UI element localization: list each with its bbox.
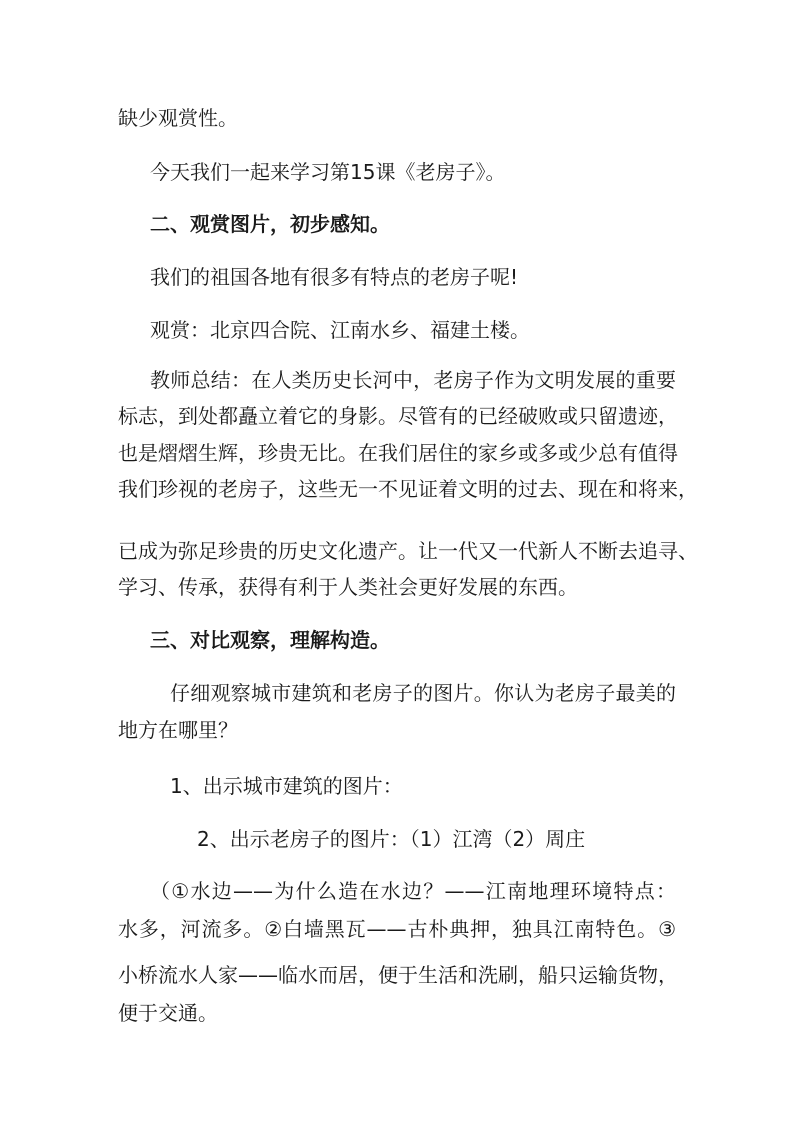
paragraph-line: 缺少观赏性。: [118, 106, 238, 130]
paragraph-line: 我们的祖国各地有很多有特点的老房子呢!: [150, 265, 519, 289]
paragraph-line: 便于交通。: [118, 1001, 218, 1025]
paragraph-line: 学习、传承，获得有利于人类社会更好发展的东西。: [118, 575, 578, 599]
paragraph-line: 水多，河流多。②白墙黑瓦——古朴典押，独具江南特色。③: [118, 917, 676, 941]
paragraph-line: 小桥流水人家——临水而居，便于生活和洗刷，船只运输货物，: [118, 963, 678, 987]
section-heading: 三、对比观察，理解构造。: [150, 628, 390, 652]
paragraph-line: 也是熠熠生辉，珍贵无比。在我们居住的家乡或多或少总有值得: [118, 441, 678, 465]
paragraph-line: 今天我们一起来学习第15课《老房子》。: [150, 160, 506, 184]
list-item: 2、出示老房子的图片：（1）江湾（2）周庄: [197, 827, 586, 851]
paragraph-line: 已成为弥足珍贵的历史文化遗产。让一代又一代新人不断去追寻、: [118, 539, 698, 563]
list-item: 1、出示城市建筑的图片：: [170, 774, 403, 798]
paragraph-line: 地方在哪里？: [118, 718, 238, 742]
paragraph-line: 仔细观察城市建筑和老房子的图片。你认为老房子最美的: [170, 681, 676, 705]
paragraph-line: 观赏：北京四合院、江南水乡、福建土楼。: [150, 318, 530, 342]
paragraph-line: 我们珍视的老房子，这些无一不见证着文明的过去、现在和将来，: [118, 477, 698, 501]
section-heading: 二、观赏图片，初步感知。: [150, 212, 390, 236]
paragraph-line: （①水边——为什么造在水边？——江南地理环境特点：: [150, 879, 676, 903]
paragraph-line: 教师总结：在人类历史长河中，老房子作为文明发展的重要: [150, 368, 676, 392]
paragraph-line: 标志，到处都矗立着它的身影。尽管有的已经破败或只留遗迹，: [118, 404, 678, 428]
